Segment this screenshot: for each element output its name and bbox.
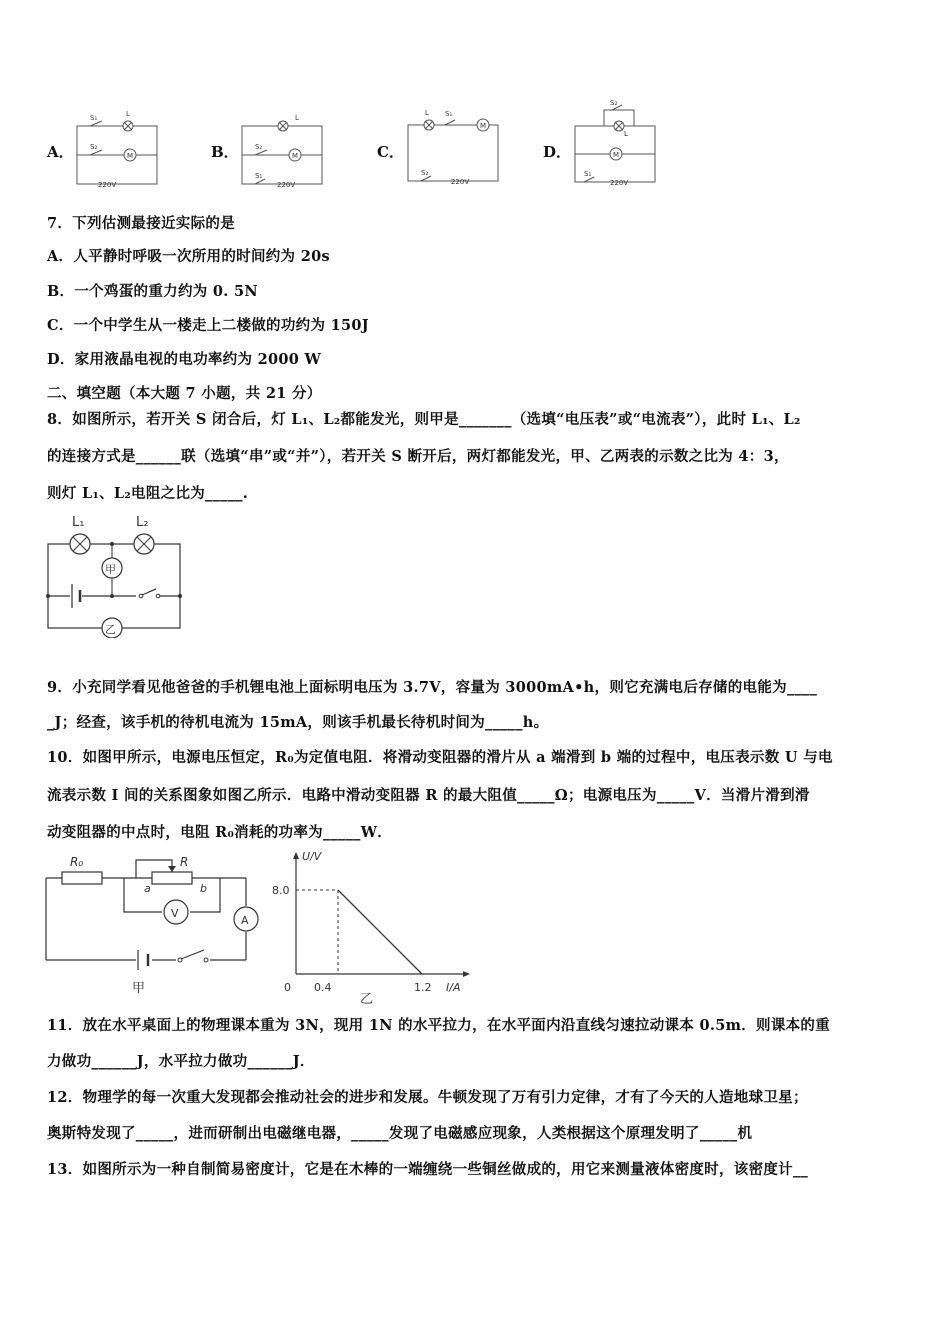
svg-text:S₂: S₂ [90,143,98,151]
svg-text:L: L [425,109,429,117]
q11-line2: 力做功______J，水平拉力做功______J． [47,1053,315,1070]
rheostat-icon [152,872,192,884]
svg-text:L: L [126,110,130,118]
q8-line1: 8．如图所示，若开关 S 闭合后，灯 L₁、L₂都能发光，则甲是_______（选填“电压表”或“电流表”），此时 L₁、L₂ [47,411,801,428]
q7-option-c: C．一个中学生从一楼走上二楼做的功约为 150J [47,317,369,334]
svg-text:b: b [200,882,207,895]
q9-line2: _J；经查，该手机的待机电流为 15mA，则该手机最长待机时间为_____h。 [47,714,549,731]
origin-label: 0 [284,981,291,994]
q8-line3: 则灯 L₁、L₂电阻之比为_____. [47,485,249,502]
circuit-option-d [566,98,666,190]
q9-line1: 9．小充同学看见他爸爸的手机锂电池上面标明电压为 3.7V，容量为 3000mA•h，则它充满电后存储的电能为____ [47,679,818,696]
svg-text:A: A [241,914,249,927]
option-c-label: C． [377,143,404,161]
svg-text:220V: 220V [98,181,117,189]
svg-text:R: R [180,855,189,869]
q8-line2: 的连接方式是______联（选填“串”或“并”），若开关 S 断开后，两灯都能发光，甲、乙两表的示数之比为 4：3， [47,448,789,465]
q10-ui-graph [270,846,480,1006]
svg-text:S₁: S₁ [255,172,263,180]
svg-text:M: M [613,151,620,159]
q12-line2: 奥斯特发现了_____，进而研制出电磁继电器，_____发现了电磁感应现象，人类根据这个原理发明了_____机 [47,1125,753,1142]
option-a-label: A． [47,143,74,161]
q7-stem: 7．下列估测最接近实际的是 [47,215,235,232]
y-tick-label: 8.0 [272,884,290,897]
q13-line1: 13．如图所示为一种自制简易密度计，它是在木棒的一端缠绕一些铜丝做成的，用它来测量液体密度时，该密度计__ [47,1161,809,1178]
svg-text:S₁: S₁ [445,110,453,118]
switch-label: S₁ [90,114,98,122]
l2-label: L₂ [136,515,149,530]
svg-text:M: M [292,152,299,160]
option-b-label: B． [211,143,239,161]
resistor-r0-icon [62,872,102,884]
option-d-label: D． [543,143,572,161]
q8-circuit-figure [40,508,190,638]
q7-option-b: B．一个鸡蛋的重力约为 0. 5N [47,283,258,300]
x-tick-label: 0.4 [314,981,332,994]
q10-line2: 流表示数 I 间的关系图象如图乙所示．电路中滑动变阻器 R 的最大阻值_____Ω；电源电压为_____V．当滑片滑到滑 [47,787,810,804]
q10-circuit-figure [40,852,270,1000]
circuit-option-c [399,100,509,190]
data-line [338,890,422,974]
svg-text:S₁: S₁ [584,170,592,178]
y-axis-label: U/V [302,850,322,863]
svg-text:甲: 甲 [105,563,116,576]
q10-line1: 10．如图甲所示，电源电压恒定，R₀为定值电阻．将滑动变阻器的滑片从 a 端滑到 b 端的过程中，电压表示数 U 与电 [47,749,833,766]
svg-text:乙: 乙 [105,623,116,636]
svg-text:220V: 220V [610,179,629,187]
svg-text:220V: 220V [451,178,470,186]
q11-line1: 11．放在水平桌面上的物理课本重为 3N，现用 1N 的水平拉力，在水平面内沿直线匀速拉动课本 0.5m．则课本的重 [47,1017,831,1034]
x-axis-label: I/A [446,981,461,994]
svg-text:L: L [624,130,628,138]
svg-text:S₂: S₂ [610,99,618,107]
x-tick-label: 1.2 [414,981,432,994]
svg-text:L: L [295,114,299,122]
l1-label: L₁ [72,515,85,530]
r0-label: R₀ [70,855,84,869]
svg-text:V: V [171,907,179,920]
svg-text:S₂: S₂ [421,169,429,177]
circuit-caption: 甲 [132,981,146,996]
q12-line1: 12．物理学的每一次重大发现都会推动社会的进步和发展。牛顿发现了万有引力定律，才有了今天的人造地球卫星； [47,1089,808,1106]
svg-text:220V: 220V [277,181,296,189]
q7-option-d: D．家用液晶电视的电功率约为 2000 W [47,351,322,368]
svg-text:a: a [144,882,151,895]
svg-text:S₂: S₂ [255,143,263,151]
svg-text:M: M [127,152,134,160]
circuit-option-a [68,108,168,190]
graph-caption: 乙 [360,992,374,1006]
q7-option-a: A．人平静时呼吸一次所用的时间约为 20s [47,248,330,265]
svg-text:M: M [480,122,487,130]
q10-line3: 动变阻器的中点时，电阻 R₀消耗的功率为_____W． [47,824,393,841]
section-heading: 二、填空题（本大题 7 小题，共 21 分） [47,385,322,402]
circuit-option-b [233,108,333,190]
